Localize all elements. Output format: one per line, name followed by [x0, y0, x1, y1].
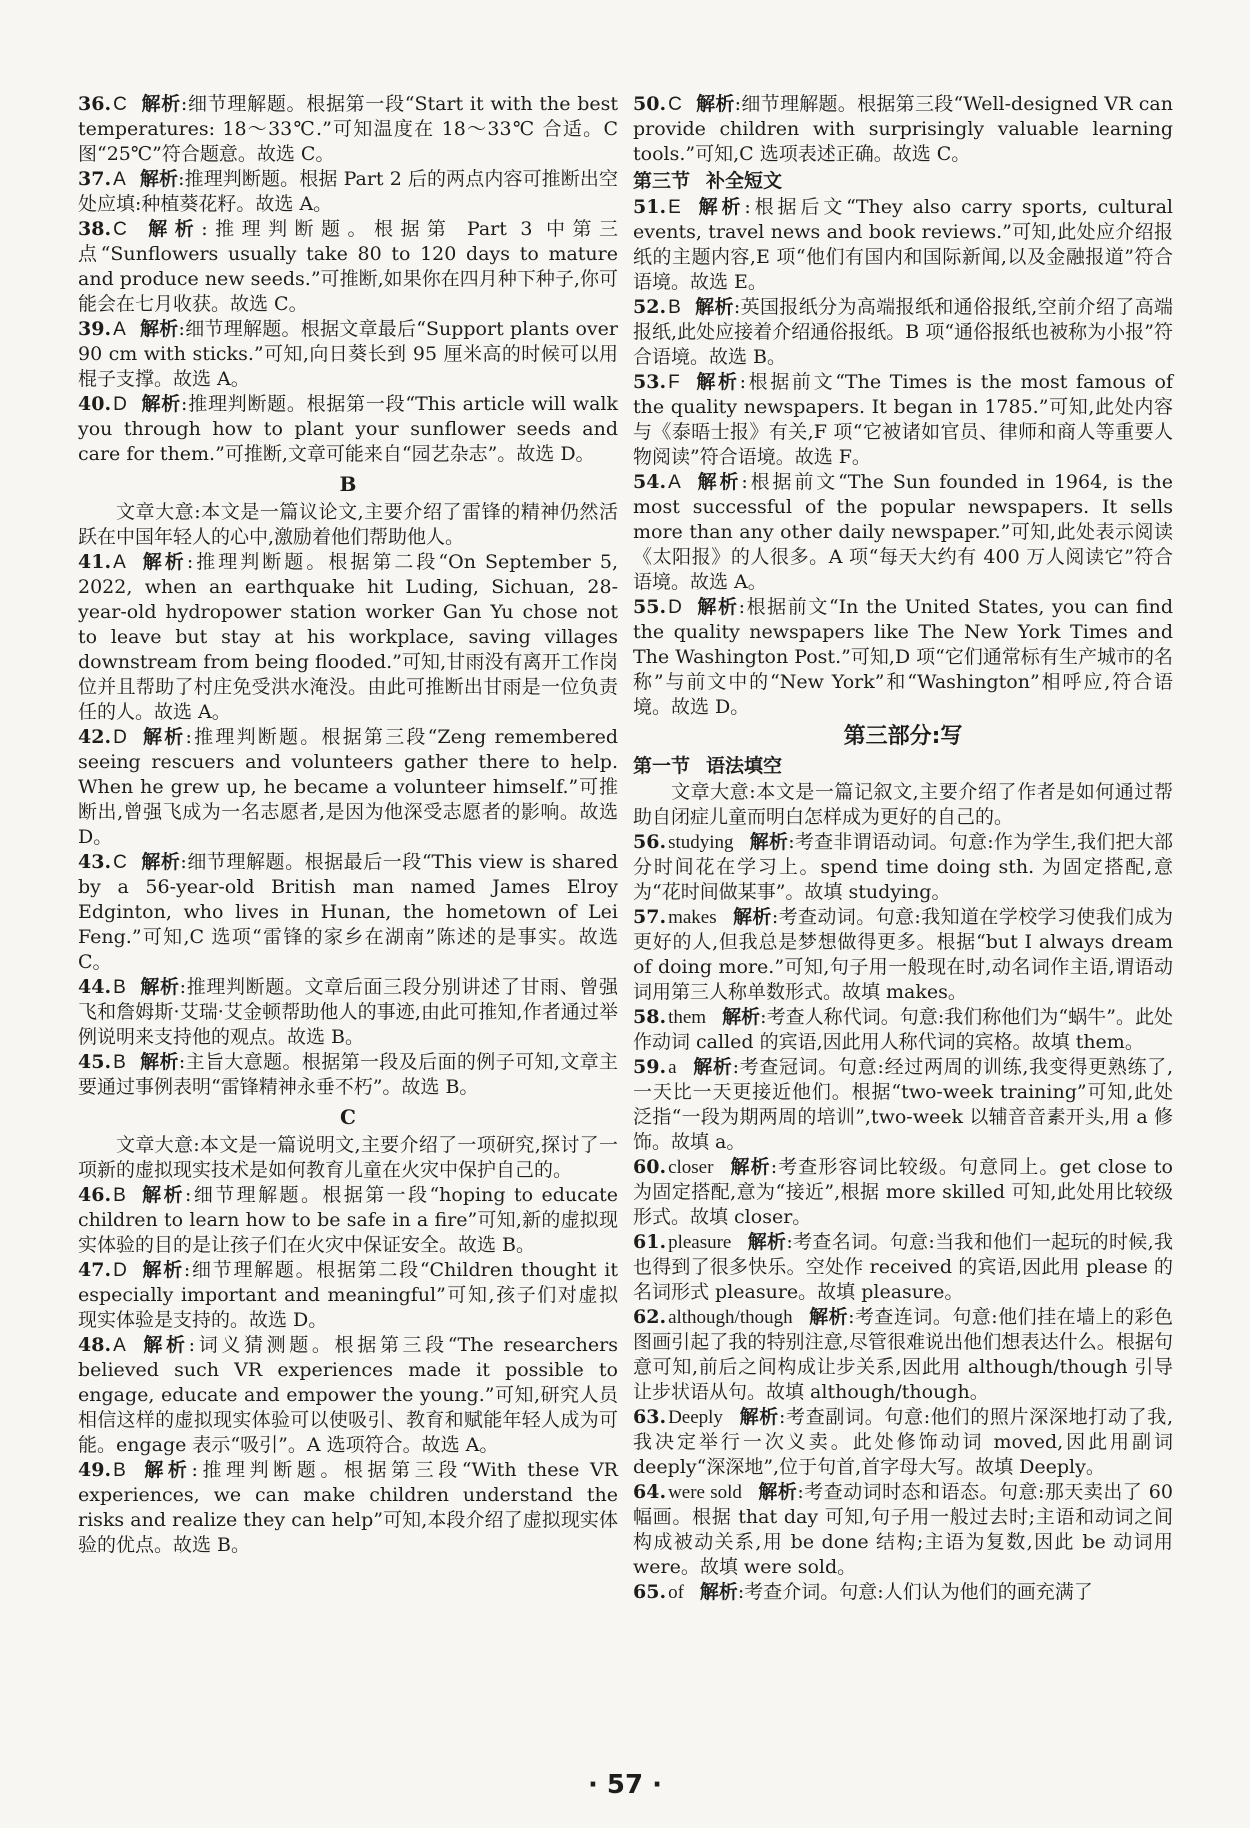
answer-item — [78, 1458, 618, 1558]
summary-grammar: 文章大意:本文是一篇记叙文,主要介绍了作者是如何通过帮助自闭症儿童而明白怎样成为更好的自己的。 — [633, 781, 1173, 828]
answer-item — [633, 1055, 1173, 1155]
right-column — [633, 92, 1173, 1605]
answer-choice: F — [668, 372, 680, 393]
left-column — [78, 92, 618, 1558]
answer-choice: C — [668, 94, 682, 115]
analysis-label: 解析 — [729, 1156, 771, 1178]
answer-choice: B — [113, 1185, 126, 1206]
analysis-text: :推理判断题。根据第三段“Zeng remembered seeing rescuers and volunteers gather there to help. When he grew up, he became a volunteer himself.”可推断出,曾强飞成为一名志愿者,是因为他深受志愿者的影响。故选 D。 — [78, 726, 618, 848]
answer-choice: A — [113, 552, 126, 573]
answer-item — [633, 1305, 1173, 1405]
analysis-label: 解析 — [749, 831, 789, 853]
answer-item — [78, 1258, 618, 1333]
answer-item — [633, 830, 1173, 905]
section-label: 第三节 — [633, 170, 691, 192]
answer-choice: B — [668, 297, 681, 318]
analysis-text: :考查介词。句意:人们认为他们的画充满了 — [737, 1581, 1093, 1603]
answer-choice: B — [113, 1460, 126, 1481]
analysis-text: :考查名词。句意:当我和他们一起玩的时候,我也得到了很多快乐。空处作 received 的宾语,因此用 please 的名词形式 pleasure。故填 pleasure。 — [633, 1231, 1173, 1303]
answer-number: 65. — [633, 1581, 667, 1603]
analysis-text: :细节理解题。根据最后一段“This view is shared by a 56-year-old British man named James Elroy Edginton, who lives in Hunan, the hometown of Lei Feng.”可知,C 选项“雷锋的家乡在湖南”陈述的是事实。故选 C。 — [78, 851, 618, 973]
analysis-label: 解析 — [140, 393, 182, 415]
section-heading-1 — [633, 753, 1173, 779]
answer-choice: B — [113, 1052, 126, 1073]
analysis-text: :根据前文“In the United States, you can find the quality newspapers like The New York Times and The Washington Post.”可知,D 项“它们通常标有生产城市的名称”与前文中的“New York”和“Washington”相呼应,符合语境。故选 D。 — [633, 596, 1173, 718]
answer-number: 39. — [78, 318, 112, 340]
analysis-label: 解析 — [692, 1056, 733, 1078]
analysis-text: :考查动词。句意:我知道在学校学习使我们成为更好的人,但我总是梦想做得更多。根据“but I always dream of doing more.”可知,句子用一般现在时,动名词作主语,谓语动词用第三人称单数形式。故填 makes。 — [633, 906, 1173, 1003]
answer-number: 54. — [633, 471, 667, 493]
answer-item — [78, 392, 618, 467]
answer-number: 41. — [78, 551, 112, 573]
answer-item — [633, 92, 1173, 167]
answer-choice: studying — [668, 832, 734, 853]
answer-choice: A — [113, 1335, 126, 1356]
analysis-label: 解析 — [139, 318, 179, 340]
analysis-text: :推理判断题。根据第二段“On September 5, 2022, when an earthquake hit Luding, Sichuan, 28-year-old hydropower station worker Gan Yu chose not to leave but stay at his workplace, saving villages downstream from being flooded.”可知,甘雨没有离开工作岗位并且帮助了村庄免受洪水淹没。由此可推断出甘雨是一位负责任的人。故选 A。 — [78, 551, 618, 723]
answer-choice: makes — [668, 907, 717, 928]
analysis-label: 解析 — [722, 1006, 761, 1028]
section-letter-b: B — [339, 472, 357, 496]
answer-number: 47. — [78, 1259, 112, 1281]
answer-number: 56. — [633, 831, 667, 853]
answer-number: 42. — [78, 726, 112, 748]
answer-item — [633, 195, 1173, 295]
answer-item — [633, 1580, 1173, 1605]
analysis-label: 解析 — [757, 1481, 798, 1503]
answer-number: 51. — [633, 196, 667, 218]
analysis-label: 解析 — [139, 551, 187, 573]
section-title: 补全短文 — [706, 170, 783, 192]
analysis-text: :考查连词。句意:他们挂在墙上的彩色图画引起了我的特别注意,尽管很难说出他们想表达什么。根据句意可知,前后之间构成让步关系,因此用 although/though 引导让步状语从句。故填 although/though。 — [633, 1306, 1173, 1403]
analysis-text: :考查冠词。句意:经过两周的训练,我变得更熟练了,一天比一天更接近他们。根据“two-week training”可知,此处泛指“一段为期两周的培训”,two-week 以辅音音素开头,用 a 修饰。故填 a。 — [633, 1056, 1173, 1153]
answer-choice: D — [113, 727, 127, 748]
section-label: 第一节 — [633, 755, 691, 777]
answer-number: 52. — [633, 296, 667, 318]
analysis-label: 解析 — [738, 1406, 779, 1428]
analysis-text: :考查动词时态和语态。句意:那天卖出了 60 幅画。根据 that day 可知,句子用一般过去时;主语和动词之间构成被动关系,用 be done 结构;主语为复数,因此 be 动词用 were。故填 were sold。 — [633, 1481, 1173, 1578]
answer-choice: D — [113, 1260, 127, 1281]
part-heading: 第三部分:写 — [843, 724, 963, 749]
analysis-label: 解析 — [695, 596, 739, 618]
answer-choice: D — [113, 394, 127, 415]
section-letter-c: C — [340, 1105, 356, 1129]
analysis-text: :推理判断题。根据第三段“With these VR experiences, we can make children understand the risks and realize they can help”可知,本段介绍了虚拟现实体验的优点。故选 B。 — [78, 1459, 618, 1556]
answer-choice: pleasure — [668, 1232, 732, 1253]
answer-item — [78, 975, 618, 1050]
analysis-text: :推理判断题。根据 Part 2 后的两点内容可推断出空处应填:种植葵花籽。故选 A。 — [78, 168, 618, 215]
answer-choice: them — [668, 1007, 707, 1028]
answer-number: 44. — [78, 976, 112, 998]
page-number: · 57 · — [587, 1770, 663, 1800]
answers-51-55 — [633, 195, 1173, 720]
analysis-text: :推理判断题。根据第一段“This article will walk you through how to plant your sunflower seeds and care for them.”可推断,文章可能来自“园艺杂志”。故选 D。 — [78, 393, 618, 465]
answer-choice: A — [113, 169, 126, 190]
answer-item — [78, 92, 618, 167]
answer-number: 55. — [633, 596, 667, 618]
answer-choice: although/though — [668, 1307, 793, 1328]
answer-item — [633, 1005, 1173, 1055]
analysis-text: :根据后文“They also carry sports, cultural events, travel news and book reviews.”可知,此处应介绍报纸的主题内容,E 项“他们有国内和国际新闻,以及金融报道”符合语境。故选 E。 — [633, 196, 1173, 293]
answers-c — [78, 1183, 618, 1558]
answer-number: 59. — [633, 1056, 667, 1078]
analysis-label: 解析 — [140, 93, 181, 115]
analysis-label: 解析 — [139, 1334, 189, 1356]
analysis-text: :考查形容词比较级。句意同上。get close to 为固定搭配,意为“接近”,根据 more skilled 可知,此处用比较级形式。故填 closer。 — [633, 1156, 1173, 1228]
analysis-text: :细节理解题。根据第一段“Start it with the best temperatures: 18～33℃.”可知温度在 18～33℃ 合适。C 图“25℃”符合题意。故选 C。 — [78, 93, 618, 165]
answer-item — [633, 470, 1173, 595]
answers-50 — [633, 92, 1173, 167]
analysis-text: :考查非谓语动词。句意:作为学生,我们把大部分时间花在学习上。spend time doing sth. 为固定搭配,意为“花时间做某事”。故填 studying。 — [633, 831, 1173, 903]
analysis-text: :考查副词。句意:他们的照片深深地打动了我,我决定举行一次义卖。此处修饰动词 moved,因此用副词 deeply“深深地”,位于句首,首字母大写。故填 Deeply。 — [633, 1406, 1173, 1478]
analysis-label: 解析 — [140, 218, 202, 240]
answer-number: 43. — [78, 851, 112, 873]
answer-choice: D — [668, 597, 682, 618]
answer-item — [78, 217, 618, 317]
answer-number: 45. — [78, 1051, 112, 1073]
analysis-label: 解析 — [732, 906, 772, 928]
answer-item — [78, 167, 618, 217]
analysis-text: :考查人称代词。句意:我们称他们为“蜗牛”。此处作动词 called 的宾语,因此用人称代词的宾格。故填 them。 — [633, 1006, 1173, 1053]
answer-choice: A — [113, 319, 126, 340]
answer-item — [633, 1405, 1173, 1480]
analysis-label: 解析 — [139, 976, 180, 998]
answer-item — [633, 1480, 1173, 1580]
section-title: 语法填空 — [706, 755, 783, 777]
answer-number: 57. — [633, 906, 667, 928]
answer-item — [633, 1155, 1173, 1230]
analysis-label: 解析 — [139, 1459, 192, 1481]
section-heading-3 — [633, 168, 1173, 194]
summary-c: 文章大意:本文是一篇说明文,主要介绍了一项研究,探讨了一项新的虚拟现实技术是如何教育儿童在火灾中保护自己的。 — [78, 1134, 618, 1181]
answer-number: 40. — [78, 393, 112, 415]
analysis-label: 解析 — [695, 93, 735, 115]
analysis-text: :根据前文“The Times is the most famous of the quality newspapers. It began in 1785.”可知,此处内容与《泰晤士报》有关,F 项“它被诸如官员、律师和商人等重要人物阅读”符合语境。故选 F。 — [633, 371, 1173, 468]
analysis-label: 解析 — [139, 168, 179, 190]
analysis-label: 解析 — [699, 1581, 738, 1603]
analysis-text: :细节理解题。根据第一段“hoping to educate children to learn how to be safe in a fire”可知,新的虚拟现实体验的目的是让孩子们在火灾中保证安全。故选 B。 — [78, 1184, 618, 1256]
answer-item — [78, 317, 618, 392]
answer-number: 49. — [78, 1459, 112, 1481]
answer-choice: Deeply — [668, 1407, 723, 1428]
answer-number: 37. — [78, 168, 112, 190]
analysis-label: 解析 — [140, 726, 186, 748]
answer-choice: E — [668, 197, 681, 218]
analysis-label: 解析 — [140, 851, 181, 873]
answer-choice: a — [668, 1057, 677, 1078]
answers-56-65 — [633, 830, 1173, 1605]
answers-b — [78, 550, 618, 1100]
answer-item — [78, 1333, 618, 1458]
answer-number: 63. — [633, 1406, 667, 1428]
answer-choice: B — [113, 977, 126, 998]
analysis-text: :推理判断题。根据第 Part 3 中第三点“Sunflowers usually take 80 to 120 days to mature and produce new seeds.”可推断,如果你在四月种下种子,你可能会在七月收获。故选 C。 — [78, 218, 618, 315]
summary-b: 文章大意:本文是一篇议论文,主要介绍了雷锋的精神仍然活跃在中国年轻人的心中,激励着他们帮助他人。 — [78, 501, 618, 548]
answer-choice: of — [668, 1582, 684, 1603]
analysis-label: 解析 — [694, 471, 742, 493]
answer-choice: C — [113, 94, 127, 115]
answer-item — [633, 370, 1173, 470]
answer-item — [78, 550, 618, 725]
answer-number: 48. — [78, 1334, 112, 1356]
analysis-text: :细节理解题。根据文章最后“Support plants over 90 cm with sticks.”可知,向日葵长到 95 厘米高的时候可以用棍子支撑。故选 A。 — [78, 318, 618, 390]
analysis-label: 解析 — [139, 1184, 186, 1206]
answer-number: 58. — [633, 1006, 667, 1028]
answer-choice: closer — [668, 1157, 714, 1178]
answer-number: 36. — [78, 93, 112, 115]
analysis-label: 解析 — [808, 1306, 849, 1328]
answer-choice: were sold — [668, 1482, 742, 1503]
answer-choice: C — [113, 219, 127, 240]
answer-item — [78, 850, 618, 975]
analysis-label: 解析 — [139, 1051, 179, 1073]
answer-number: 61. — [633, 1231, 667, 1253]
answer-item — [633, 1230, 1173, 1305]
analysis-text: :词义猜测题。根据第三段“The researchers believed such VR experiences made it possible to engage, educate and empower the young.”可知,研究人员相信这样的虚拟现实体验可以使吸引、教育和赋能年轻人成为可能。engage 表示“吸引”。A 选项符合。故选 A。 — [78, 1334, 618, 1456]
analysis-label: 解析 — [694, 296, 734, 318]
answer-number: 53. — [633, 371, 667, 393]
analysis-label: 解析 — [747, 1231, 787, 1253]
answer-number: 64. — [633, 1481, 667, 1503]
analysis-text: :细节理解题。根据第三段“Well-designed VR can provide children with surprisingly valuable learning tools.”可知,C 选项表述正确。故选 C。 — [633, 93, 1173, 165]
analysis-label: 解析 — [140, 1259, 184, 1281]
answer-item — [633, 905, 1173, 1005]
answer-choice: C — [113, 852, 127, 873]
answer-choice: A — [668, 472, 681, 493]
analysis-text: :主旨大意题。根据第一段及后面的例子可知,文章主要通过事例表明“雷锋精神永垂不朽”。故选 B。 — [78, 1051, 618, 1098]
answer-number: 62. — [633, 1306, 667, 1328]
analysis-text: :推理判断题。文章后面三段分别讲述了甘雨、曾强飞和詹姆斯·艾瑞·艾金顿帮助他人的事迹,由此可推知,作者通过举例说明来支持他的观点。故选 B。 — [78, 976, 618, 1048]
answer-number: 50. — [633, 93, 667, 115]
analysis-label: 解析 — [694, 196, 745, 218]
answer-number: 46. — [78, 1184, 112, 1206]
answers-a — [78, 92, 618, 467]
answer-item — [78, 725, 618, 850]
analysis-text: :英国报纸分为高端报纸和通俗报纸,空前介绍了高端报纸,此处应接着介绍通俗报纸。B 项“通俗报纸也被称为小报”符合语境。故选 B。 — [633, 296, 1173, 368]
answer-item — [633, 295, 1173, 370]
answer-item — [78, 1183, 618, 1258]
analysis-label: 解析 — [693, 371, 740, 393]
answer-item — [633, 595, 1173, 720]
analysis-text: :细节理解题。根据第二段“Children thought it especially important and meaningful”可知,孩子们对虚拟现实体验是支持的。故选 D。 — [78, 1259, 618, 1331]
answer-number: 38. — [78, 218, 112, 240]
analysis-text: :根据前文“The Sun founded in 1964, is the most successful of the popular newspapers. It sells more than any other daily newspaper.”可知,此处表示阅读《太阳报》的人很多。A 项“每天大约有 400 万人阅读它”符合语境。故选 A。 — [633, 471, 1173, 593]
answer-number: 60. — [633, 1156, 667, 1178]
answer-item — [78, 1050, 618, 1100]
